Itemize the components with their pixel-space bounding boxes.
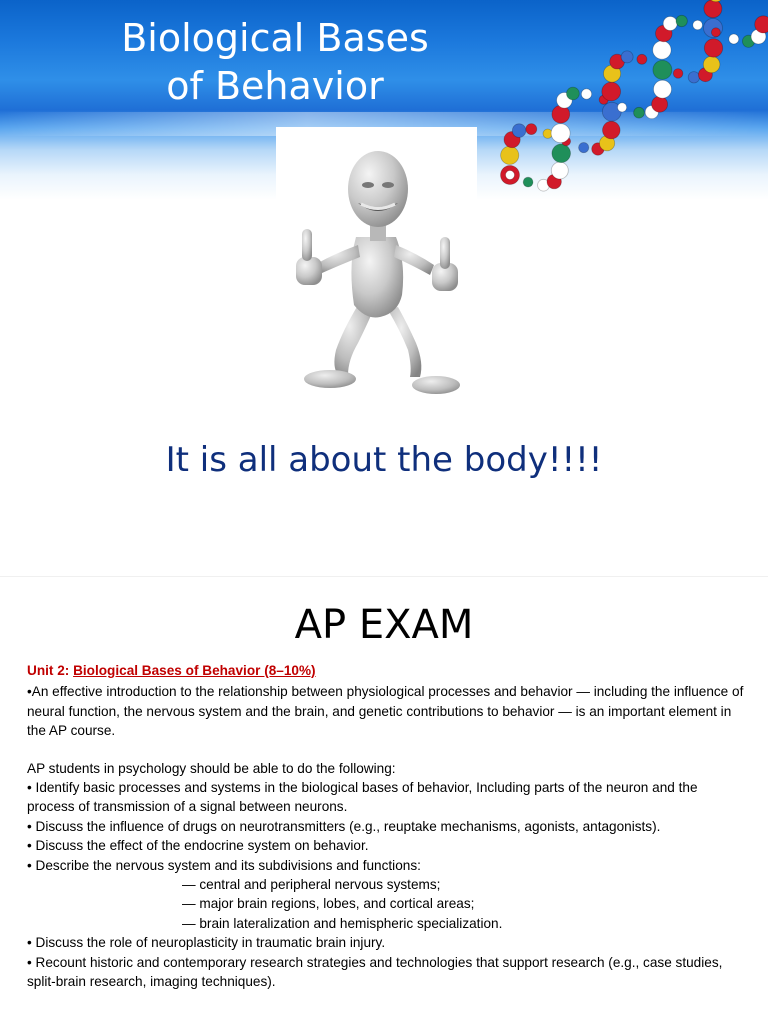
dna-bead <box>603 121 621 139</box>
bullet-2: • Discuss the influence of drugs on neurotransmitters (e.g., reuptake mechanisms, agonists, antagonists). <box>27 818 661 834</box>
unit-prefix: Unit 2: <box>27 663 74 678</box>
dna-bead <box>579 143 589 153</box>
dna-bead <box>552 144 571 163</box>
bullet-6: • Recount historic and contemporary research strategies and technologies that support research (e.g., case studies, split-brain research, imaging techniques). <box>27 954 723 990</box>
thumbs-up-figure-image <box>288 145 468 407</box>
dna-bead <box>637 54 647 64</box>
slide-2 <box>0 577 768 1024</box>
subitem-1: — central and peripheral nervous systems; <box>182 877 441 893</box>
dna-bead <box>663 17 677 31</box>
bullet-1: • Identify basic processes and systems in the biological bases of behavior, Including parts of the neuron and the process of transmission of a signal between neurons. <box>27 780 698 815</box>
dna-bead <box>693 20 703 30</box>
dna-bead <box>703 56 720 73</box>
title-line-1: Biological Bases <box>121 16 429 60</box>
subitem-3: — brain lateralization and hemispheric specialization. <box>182 915 503 931</box>
lead-sentence: AP students in psychology should be able to do the following: <box>27 760 396 776</box>
title-line-2: of Behavior <box>166 64 384 108</box>
dna-bead <box>551 124 570 143</box>
bullet-5: • Discuss the role of neuroplasticity in traumatic brain injury. <box>27 935 386 951</box>
tagline: It is all about the body!!!! <box>165 440 603 480</box>
dna-bead <box>621 51 633 63</box>
dna-bead <box>704 0 722 18</box>
dna-bead <box>729 34 739 44</box>
dna-bead <box>551 162 568 179</box>
dna-bead <box>755 16 768 33</box>
slide-1-title <box>60 14 490 110</box>
dna-bead <box>602 82 621 101</box>
dna-bead <box>581 89 591 99</box>
dna-bead <box>552 105 570 123</box>
unit-link[interactable]: Biological Bases of Behavior (8–10%) <box>73 663 316 678</box>
dna-helix-image <box>490 0 768 195</box>
dna-bead <box>618 103 627 112</box>
dna-bead <box>634 107 645 118</box>
subitem-2: — major brain regions, lobes, and cortical areas; <box>182 896 475 912</box>
bullet-4: • Describe the nervous system and its subdivisions and functions: <box>27 857 421 873</box>
dna-bead <box>506 171 515 180</box>
unit-heading <box>27 661 747 680</box>
dna-bead <box>704 39 722 57</box>
dna-bead <box>567 87 580 100</box>
dna-bead <box>676 15 687 26</box>
dna-bead <box>526 124 537 135</box>
dna-bead <box>653 60 672 79</box>
dna-bead <box>652 96 668 112</box>
dna-bead <box>673 69 683 79</box>
bullet-3: • Discuss the effect of the endocrine system on behavior. <box>27 838 369 854</box>
dna-bead <box>523 177 533 187</box>
intro-paragraph: •An effective introduction to the relationship between physiological processes and behavior — including the influence of neural function, the nervous system and the brain, and genetic contributions to behavior — is an important element in the AP course. <box>27 684 744 739</box>
dna-bead <box>711 28 720 37</box>
dna-bead <box>512 124 526 138</box>
dna-bead <box>688 72 699 83</box>
slide-2-title: AP EXAM <box>294 602 474 648</box>
dna-bead <box>654 80 672 98</box>
dna-bead <box>653 41 671 59</box>
slide-2-content <box>27 661 747 992</box>
dna-bead <box>501 146 519 164</box>
